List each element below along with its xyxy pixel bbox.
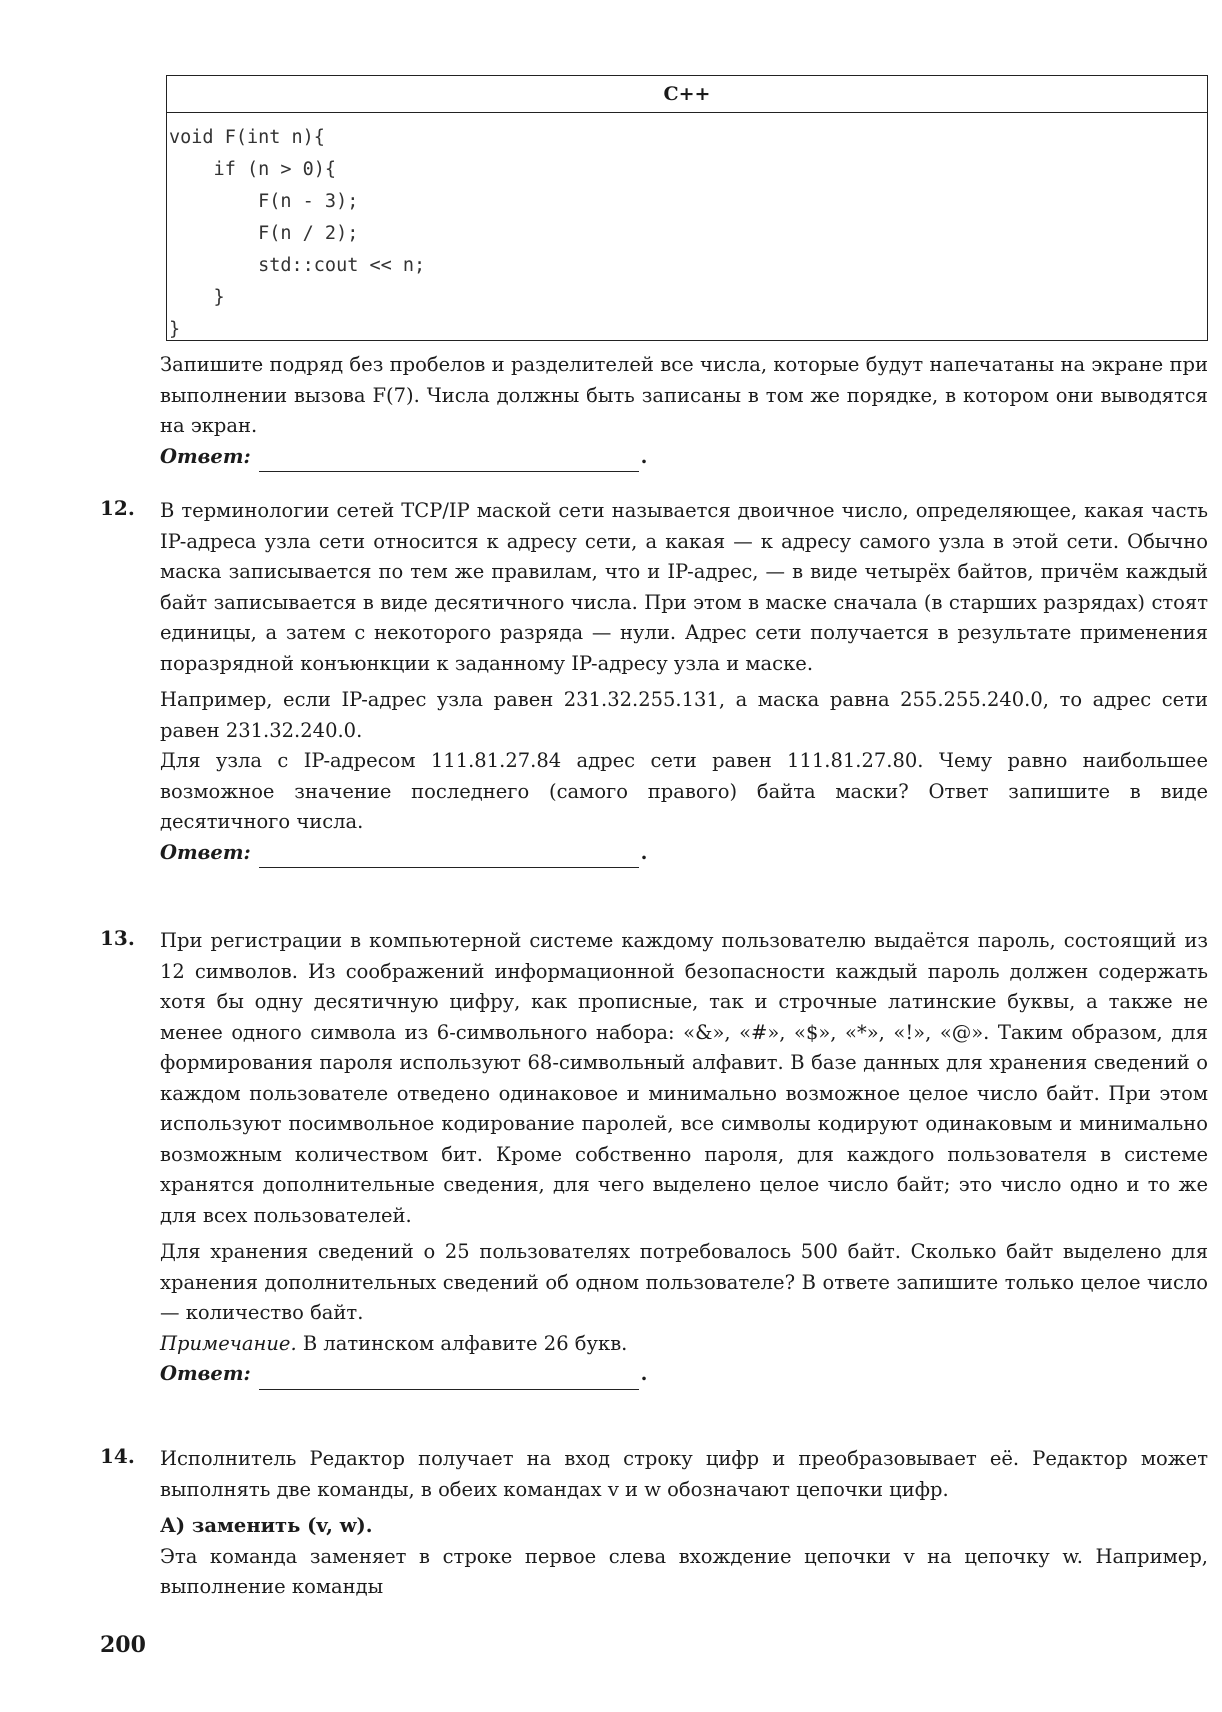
code-table (166, 75, 1208, 341)
task13-paragraph-1: При регистрации в компьютерной системе каждому пользователю выдаётся пароль, состоящий из 12 символов. Из соображений информационной безопасности каждый пароль должен содержать хотя бы одну десятичную цифру, как прописные, так и строчные латинские буквы, а также не менее одного символа из 6-символьного набора: «&», «#», «$», «*», «!», «@». Таким образом, для формирования пароля используют 68-символьный алфавит. В базе данных для хранения сведений о каждом пользователе отведено одинаковое и минимально возможное целое число байт. При этом используют посимвольное кодирование паролей, все символы кодируют одинаковым и минимально возможным количеством бит. Кроме собственно пароля, для каждого пользователя в системе хранятся дополнительные сведения, для чего выделено целое число байт; это число одно и то же для всех пользователей. (160, 929, 1208, 1227)
task13-note (160, 1329, 1208, 1360)
task14-number: 14. (100, 1444, 135, 1468)
code-line: F(n - 3); (169, 191, 359, 212)
task11-block (160, 350, 1208, 472)
task13-paragraph-2: Для хранения сведений о 25 пользователях потребовалось 500 байт. Сколько байт выделено для хранения дополнительных сведений об одном пользователе? В ответе запишите только целое число — количество байт. (160, 1240, 1208, 1324)
code-body (167, 113, 1207, 346)
task12-number: 12. (100, 496, 135, 520)
answer-label: Ответ: (160, 444, 251, 468)
task13-block (160, 926, 1208, 1390)
task14-command-title: А) заменить (v, w). (160, 1514, 373, 1537)
code-line: F(n / 2); (169, 223, 359, 244)
code-language-header: C++ (167, 76, 1207, 113)
code-line: } (169, 287, 225, 308)
answer-line[interactable] (259, 845, 639, 868)
code-line: void F(int n){ (169, 127, 325, 148)
task14-paragraph-2: Эта команда заменяет в строке первое слева вхождение цепочки v на цепочку w. Например, выполнение команды (160, 1544, 1208, 1598)
task12-block (160, 496, 1208, 868)
task12-paragraph-1: В терминологии сетей TCP/IP маской сети называется двоичное число, определяющее, какая часть IP-адреса узла сети относится к адресу сети, а какая — к адресу самого узла в этой сети. Обычно маска записывается по тем же правилам, что и IP-адрес, — в виде четырёх байтов, причём каждый байт записывается в виде десятичного числа. При этом в маске сначала (в старших разрядах) стоят единицы, а затем с некоторого разряда — нули. Адрес сети получается в результате применения поразрядной конъюнкции к заданному IP-адресу узла и маске. (160, 499, 1208, 675)
code-line: } (169, 319, 181, 340)
note-label: Примечание. (160, 1331, 297, 1355)
answer-label: Ответ: (160, 840, 251, 864)
task12-paragraph-3: Для узла с IP-адресом 111.81.27.84 адрес сети равен 111.81.27.80. Чему равно наибольшее возможное значение последнего (самого правого) байта маски? Ответ запишите в виде десятичного числа. (160, 749, 1208, 833)
code-line: std::cout << n; (169, 255, 426, 276)
task13-answer: Ответ: . (160, 1359, 1208, 1390)
answer-line[interactable] (259, 1367, 639, 1390)
task14-paragraph-1: Исполнитель Редактор получает на вход строку цифр и преобразовывает её. Редактор может выполнять две команды, в обеих командах v и w обозначают цепочки цифр. (160, 1447, 1208, 1501)
task12-paragraph-2: Например, если IP-адрес узла равен 231.32.255.131, а маска равна 255.255.240.0, то адрес сети равен 231.32.240.0. (160, 688, 1208, 742)
page-number: 200 (100, 1632, 146, 1658)
task14-block (160, 1444, 1208, 1603)
task13-number: 13. (100, 926, 135, 950)
answer-line[interactable] (259, 449, 639, 472)
answer-label: Ответ: (160, 1362, 251, 1385)
code-line: if (n > 0){ (169, 159, 337, 180)
task12-answer: Ответ: . (160, 838, 1208, 869)
task11-answer: Ответ: . (160, 442, 1208, 473)
note-text: В латинском алфавите 26 букв. (296, 1331, 628, 1355)
task11-paragraph: Запишите подряд без пробелов и разделителей все числа, которые будут напечатаны на экране при выполнении вызова F(7). Числа должны быть записаны в том же порядке, в котором они выводятся на экран. (160, 353, 1208, 437)
